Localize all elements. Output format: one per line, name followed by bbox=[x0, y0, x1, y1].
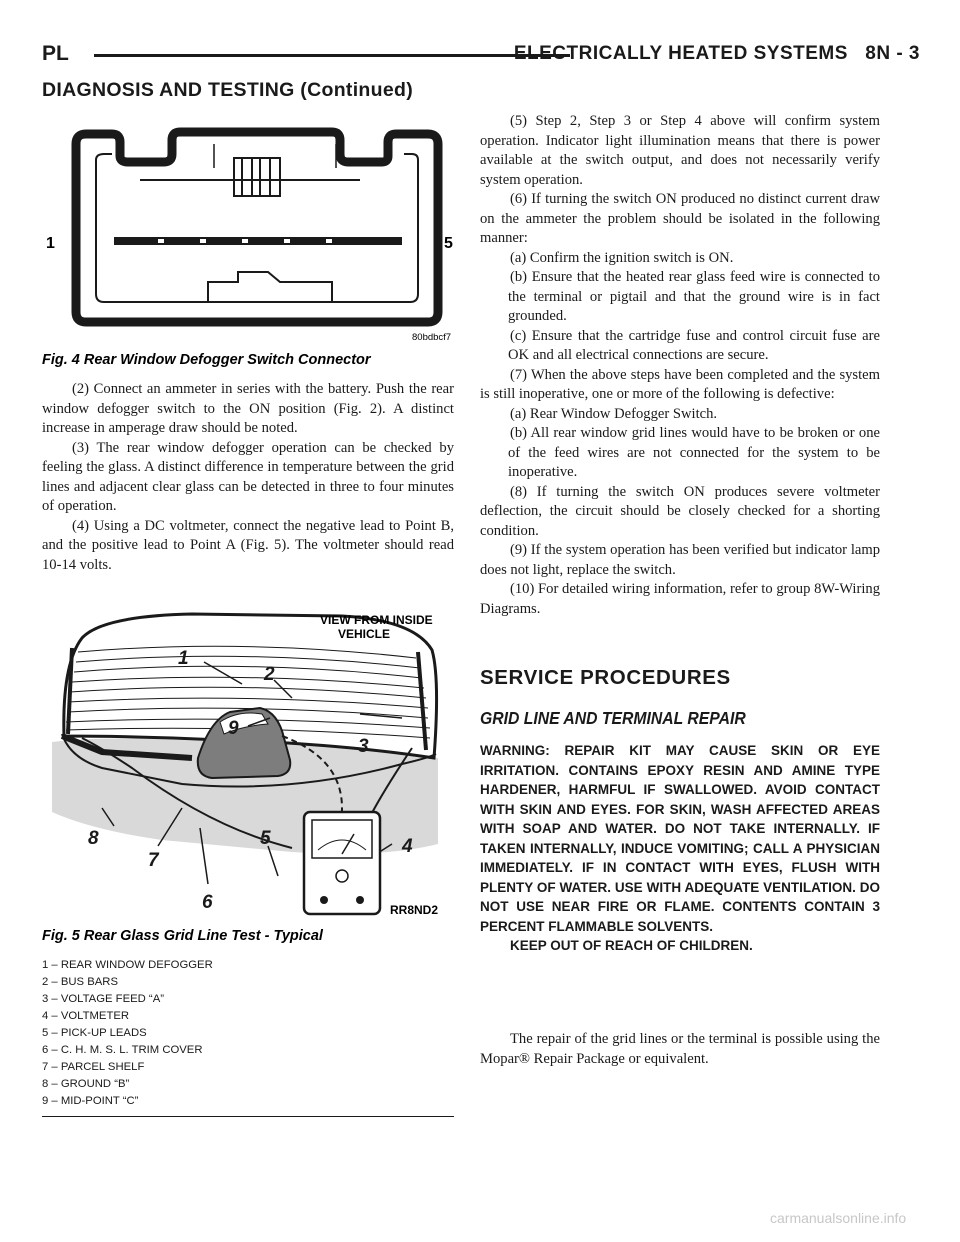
paragraph-step-6c: (c) Ensure that the cartridge fuse and control circuit fuse are OK and all electrical connections are secure. bbox=[508, 327, 880, 363]
callout-8: 8 bbox=[88, 828, 99, 849]
figure-5-legend bbox=[42, 957, 454, 1110]
figure-4-caption: Fig. 4 Rear Window Defogger Switch Connector bbox=[42, 352, 371, 368]
legend-item: 9 – MID-POINT “C” bbox=[42, 1095, 139, 1107]
right-column-text bbox=[480, 112, 880, 619]
service-procedures-heading: SERVICE PROCEDURES bbox=[480, 666, 731, 689]
paragraph-repair-package: The repair of the grid lines or the terminal is possible using the Mopar® Repair Package or equivalent. bbox=[480, 1031, 880, 1067]
callout-1: 1 bbox=[178, 648, 189, 669]
legend-item: 7 – PARCEL SHELF bbox=[42, 1061, 145, 1073]
view-label-line-2: VEHICLE bbox=[338, 627, 391, 641]
warning-text: WARNING: REPAIR KIT MAY CAUSE SKIN OR EYE IRRITATION. CONTAINS EPOXY RESIN AND AMINE TYPE HARDENER, HARMFUL IF SWALLOWED. AVOID CONTACT WITH SKIN AND EYES. FOR SKIN, WASH AFFECTED AREAS WITH SOAP AND WATER. DO NOT TAKE INTERNALLY. IF TAKEN INTERNALLY, INDUCE VOMITING; CALL A PHYSICIAN IMMEDIATELY. IF IN CONTACT WITH EYES, FLUSH WITH PLENTY OF WATER. USE WITH ADEQUATE VENTILATION. DO NOT USE NEAR FIRE OR FLAME. CONTENTS CONTAIN 3 PERCENT FLAMMABLE SOLVENTS. bbox=[480, 743, 880, 934]
paragraph-step-6a: (a) Confirm the ignition switch is ON. bbox=[510, 249, 734, 266]
section-heading-continued: DIAGNOSIS AND TESTING (Continued) bbox=[42, 79, 413, 101]
page-header bbox=[42, 42, 920, 68]
paragraph-step-4: (4) Using a DC voltmeter, connect the negative lead to Point B, and the positive lead to Point A (Fig. 5). The voltmeter should read 10-14 volts. bbox=[42, 517, 454, 573]
keep-out-notice: KEEP OUT OF REACH OF CHILDREN. bbox=[510, 938, 753, 953]
legend-item: 6 – C. H. M. S. L. TRIM COVER bbox=[42, 1044, 203, 1056]
figure-5-caption: Fig. 5 Rear Glass Grid Line Test - Typical bbox=[42, 928, 323, 944]
legend-item: 8 – GROUND “B” bbox=[42, 1078, 130, 1090]
paragraph-step-10: (10) For detailed wiring information, refer to group 8W-Wiring Diagrams. bbox=[480, 581, 880, 617]
callout-6: 6 bbox=[202, 892, 213, 913]
legend-item: 3 – VOLTAGE FEED “A” bbox=[42, 993, 164, 1005]
callout-7: 7 bbox=[148, 850, 159, 871]
header-section-name: ELECTRICALLY HEATED SYSTEMS bbox=[513, 43, 848, 64]
voltmeter bbox=[304, 812, 380, 914]
callout-5: 5 bbox=[260, 828, 271, 849]
warning-block bbox=[480, 741, 880, 956]
header-rule bbox=[94, 54, 570, 57]
figure-4 bbox=[42, 108, 454, 370]
watermark: carmanualsonline.info bbox=[770, 1210, 907, 1226]
callout-2: 2 bbox=[264, 664, 275, 685]
figure-4-code: 80bdbcf7 bbox=[412, 332, 452, 343]
legend-item: 2 – BUS BARS bbox=[42, 976, 118, 988]
paragraph-step-7: (7) When the above steps have been completed and the system is still inoperative, one or more of the following is defective: bbox=[480, 366, 880, 402]
repair-text-block bbox=[480, 1030, 880, 1069]
paragraph-step-2: (2) Connect an ammeter in series with the battery. Push the rear window defogger switch to the ON position (Fig. 2). A distinct increase in amperage draw should be noted. bbox=[42, 381, 454, 436]
legend-item: 1 – REAR WINDOW DEFOGGER bbox=[42, 959, 213, 971]
paragraph-step-9: (9) If the system operation has been verified but indicator lamp does not light, replace the switch. bbox=[480, 542, 880, 578]
connector-terminal-strip bbox=[114, 237, 402, 245]
paragraph-step-6: (6) If turning the switch ON produced no distinct current draw on the ammeter the problem should be isolated in the following manner: bbox=[480, 191, 880, 246]
paragraph-step-3: (3) The rear window defogger operation can be checked by feeling the glass. A distinct difference in temperature between the grid lines and adjacent clear glass can be detected in three to four minutes of operation. bbox=[42, 439, 454, 514]
left-column-text bbox=[42, 380, 454, 575]
figure-5 bbox=[42, 608, 454, 948]
pin-5-label: 5 bbox=[444, 235, 453, 252]
grid-line-test-drawing bbox=[42, 608, 454, 948]
callout-9: 9 bbox=[228, 718, 239, 739]
grid-line-repair-heading: GRID LINE AND TERMINAL REPAIR bbox=[480, 708, 746, 728]
figure-5-code: RR8ND2 bbox=[390, 903, 439, 917]
paragraph-step-7a: (a) Rear Window Defogger Switch. bbox=[510, 405, 718, 422]
callout-4: 4 bbox=[402, 836, 413, 857]
legend-item: 5 – PICK-UP LEADS bbox=[42, 1027, 147, 1039]
pin-1-label: 1 bbox=[46, 235, 55, 252]
switch-connector-drawing bbox=[42, 108, 454, 370]
header-title bbox=[514, 43, 920, 65]
callout-3: 3 bbox=[358, 736, 369, 757]
legend-item: 4 – VOLTMETER bbox=[42, 1010, 130, 1022]
view-label-line-1: VIEW FROM INSIDE bbox=[320, 613, 433, 627]
paragraph-step-5: (5) Step 2, Step 3 or Step 4 above will confirm system operation. Indicator light illumination means that there is power available at the switch output, and does not necessarily verify system operation. bbox=[480, 113, 880, 188]
figure-5-bottom-rule bbox=[42, 1116, 454, 1117]
paragraph-step-7b: (b) All rear window grid lines would have to be broken or one of the feed wires are not connected for the system to be inoperative. bbox=[508, 425, 880, 480]
header-page-number: 8N - 3 bbox=[865, 43, 920, 64]
paragraph-step-6b: (b) Ensure that the heated rear glass feed wire is connected to the terminal or pigtail and that the ground wire is in fact grounded. bbox=[508, 269, 880, 324]
header-model-code: PL bbox=[42, 42, 69, 65]
paragraph-step-8: (8) If turning the switch ON produces severe voltmeter deflection, the circuit should be closely checked for a shorting condition. bbox=[480, 483, 880, 539]
